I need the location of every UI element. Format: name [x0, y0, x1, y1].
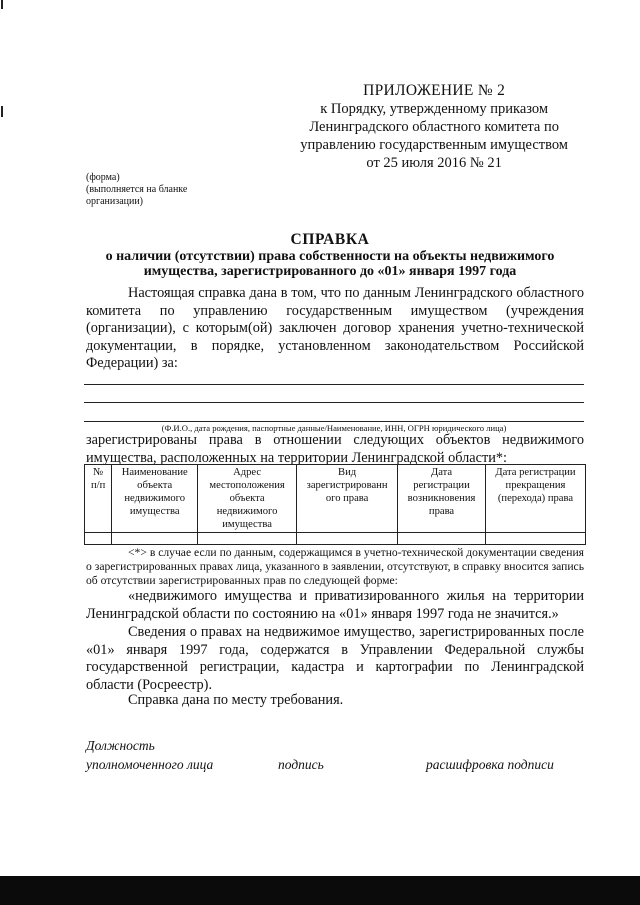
appendix-title: ПРИЛОЖЕНИЕ № 2	[363, 82, 506, 99]
registered-paragraph: зарегистрированы права в отношении следующих объектов недвижимого имущества, расположенных на территории Ленинградской области*:	[86, 432, 584, 466]
form-note-line: организации)	[86, 196, 144, 207]
signature-position-line2: уполномоченного лица	[86, 757, 214, 772]
scan-edge-mark	[1, 0, 3, 9]
header-cell-address: Адрес местоположения объекта недвижимого имущества	[198, 465, 297, 533]
fill-in-line	[84, 384, 584, 385]
scan-edge-mark	[1, 106, 3, 117]
signature-sign-label: подпись	[278, 757, 324, 772]
header-cell-termination-date: Дата регистрации прекращения (перехода) права	[485, 465, 585, 533]
appendix-line: от 25 июля 2016 № 21	[366, 155, 502, 171]
closing-line: Справка дана по месту требования.	[128, 692, 344, 708]
appendix-header	[300, 82, 568, 172]
appendix-line: к Порядку, утвержденному приказом	[320, 101, 549, 117]
fill-in-line	[84, 421, 584, 422]
table-cell	[485, 533, 585, 545]
fill-in-line	[84, 402, 584, 403]
appendix-line: управлению государственным имуществом	[300, 137, 568, 153]
table-cell	[198, 533, 297, 545]
signature-decode-label: расшифровка подписи	[426, 757, 554, 772]
form-note-line: (форма)	[86, 172, 120, 183]
intro-paragraph: Настоящая справка дана в том, что по данным Ленинградского областного комитета по управлению государственным имуществом (учреждения (организации), с которым(ой) заключен договор хранения учетно-технической документации, в порядке, установленном законодательством Российской Федерации) за:	[86, 285, 584, 371]
appendix-line: Ленинградского областного комитета по	[309, 119, 559, 135]
table-header-row	[85, 465, 586, 533]
document-heading: СПРАВКА	[290, 231, 370, 248]
table-row	[85, 533, 586, 545]
table-cell	[85, 533, 112, 545]
form-note-line: (выполняется на бланке	[86, 184, 188, 195]
header-cell-object-name: Наименование объекта недвижимого имущества	[112, 465, 198, 533]
rosreestr-paragraph: Сведения о правах на недвижимое имущество, зарегистрированных после «01» января 1997 года, содержатся в Управлении Федеральной службы государственной регистрации, кадастра и картографии по Ленинградской области (Росреестр).	[86, 624, 584, 693]
table-cell	[112, 533, 198, 545]
signature-position-line1: Должность	[86, 738, 155, 753]
header-cell-number: № п/п	[85, 465, 112, 533]
document-subtitle-line: о наличии (отсутствии) права собственности на объекты недвижимого	[105, 249, 555, 264]
field-caption: (Ф.И.О., дата рождения, паспортные данные/Наименование, ИНН, ОГРН юридического лица)	[161, 423, 507, 433]
header-cell-registration-date: Дата регистрации возникновения права	[398, 465, 486, 533]
header-cell-right-type: Вид зарегистрированн ого права	[297, 465, 398, 533]
table-cell	[398, 533, 486, 545]
footnote: <*> в случае если по данным, содержащимся в учетно-технической документации сведения о зарегистрированных правах лица, указанного в заявлении, отсутствуют, в справку вносится запись об отсутствии зарегистрированных прав по следующей форме:	[86, 546, 584, 587]
table-cell	[297, 533, 398, 545]
document-title	[70, 231, 590, 279]
objects-table	[84, 464, 586, 545]
absence-record-paragraph: «недвижимого имущества и приватизированного жилья на территории Ленинградской области по состоянию на «01» января 1997 года не значится.»	[86, 588, 584, 622]
scan-footer-bar	[0, 876, 640, 905]
document-subtitle-line: имущества, зарегистрированного до «01» января 1997 года	[143, 264, 517, 279]
form-note	[86, 172, 187, 208]
